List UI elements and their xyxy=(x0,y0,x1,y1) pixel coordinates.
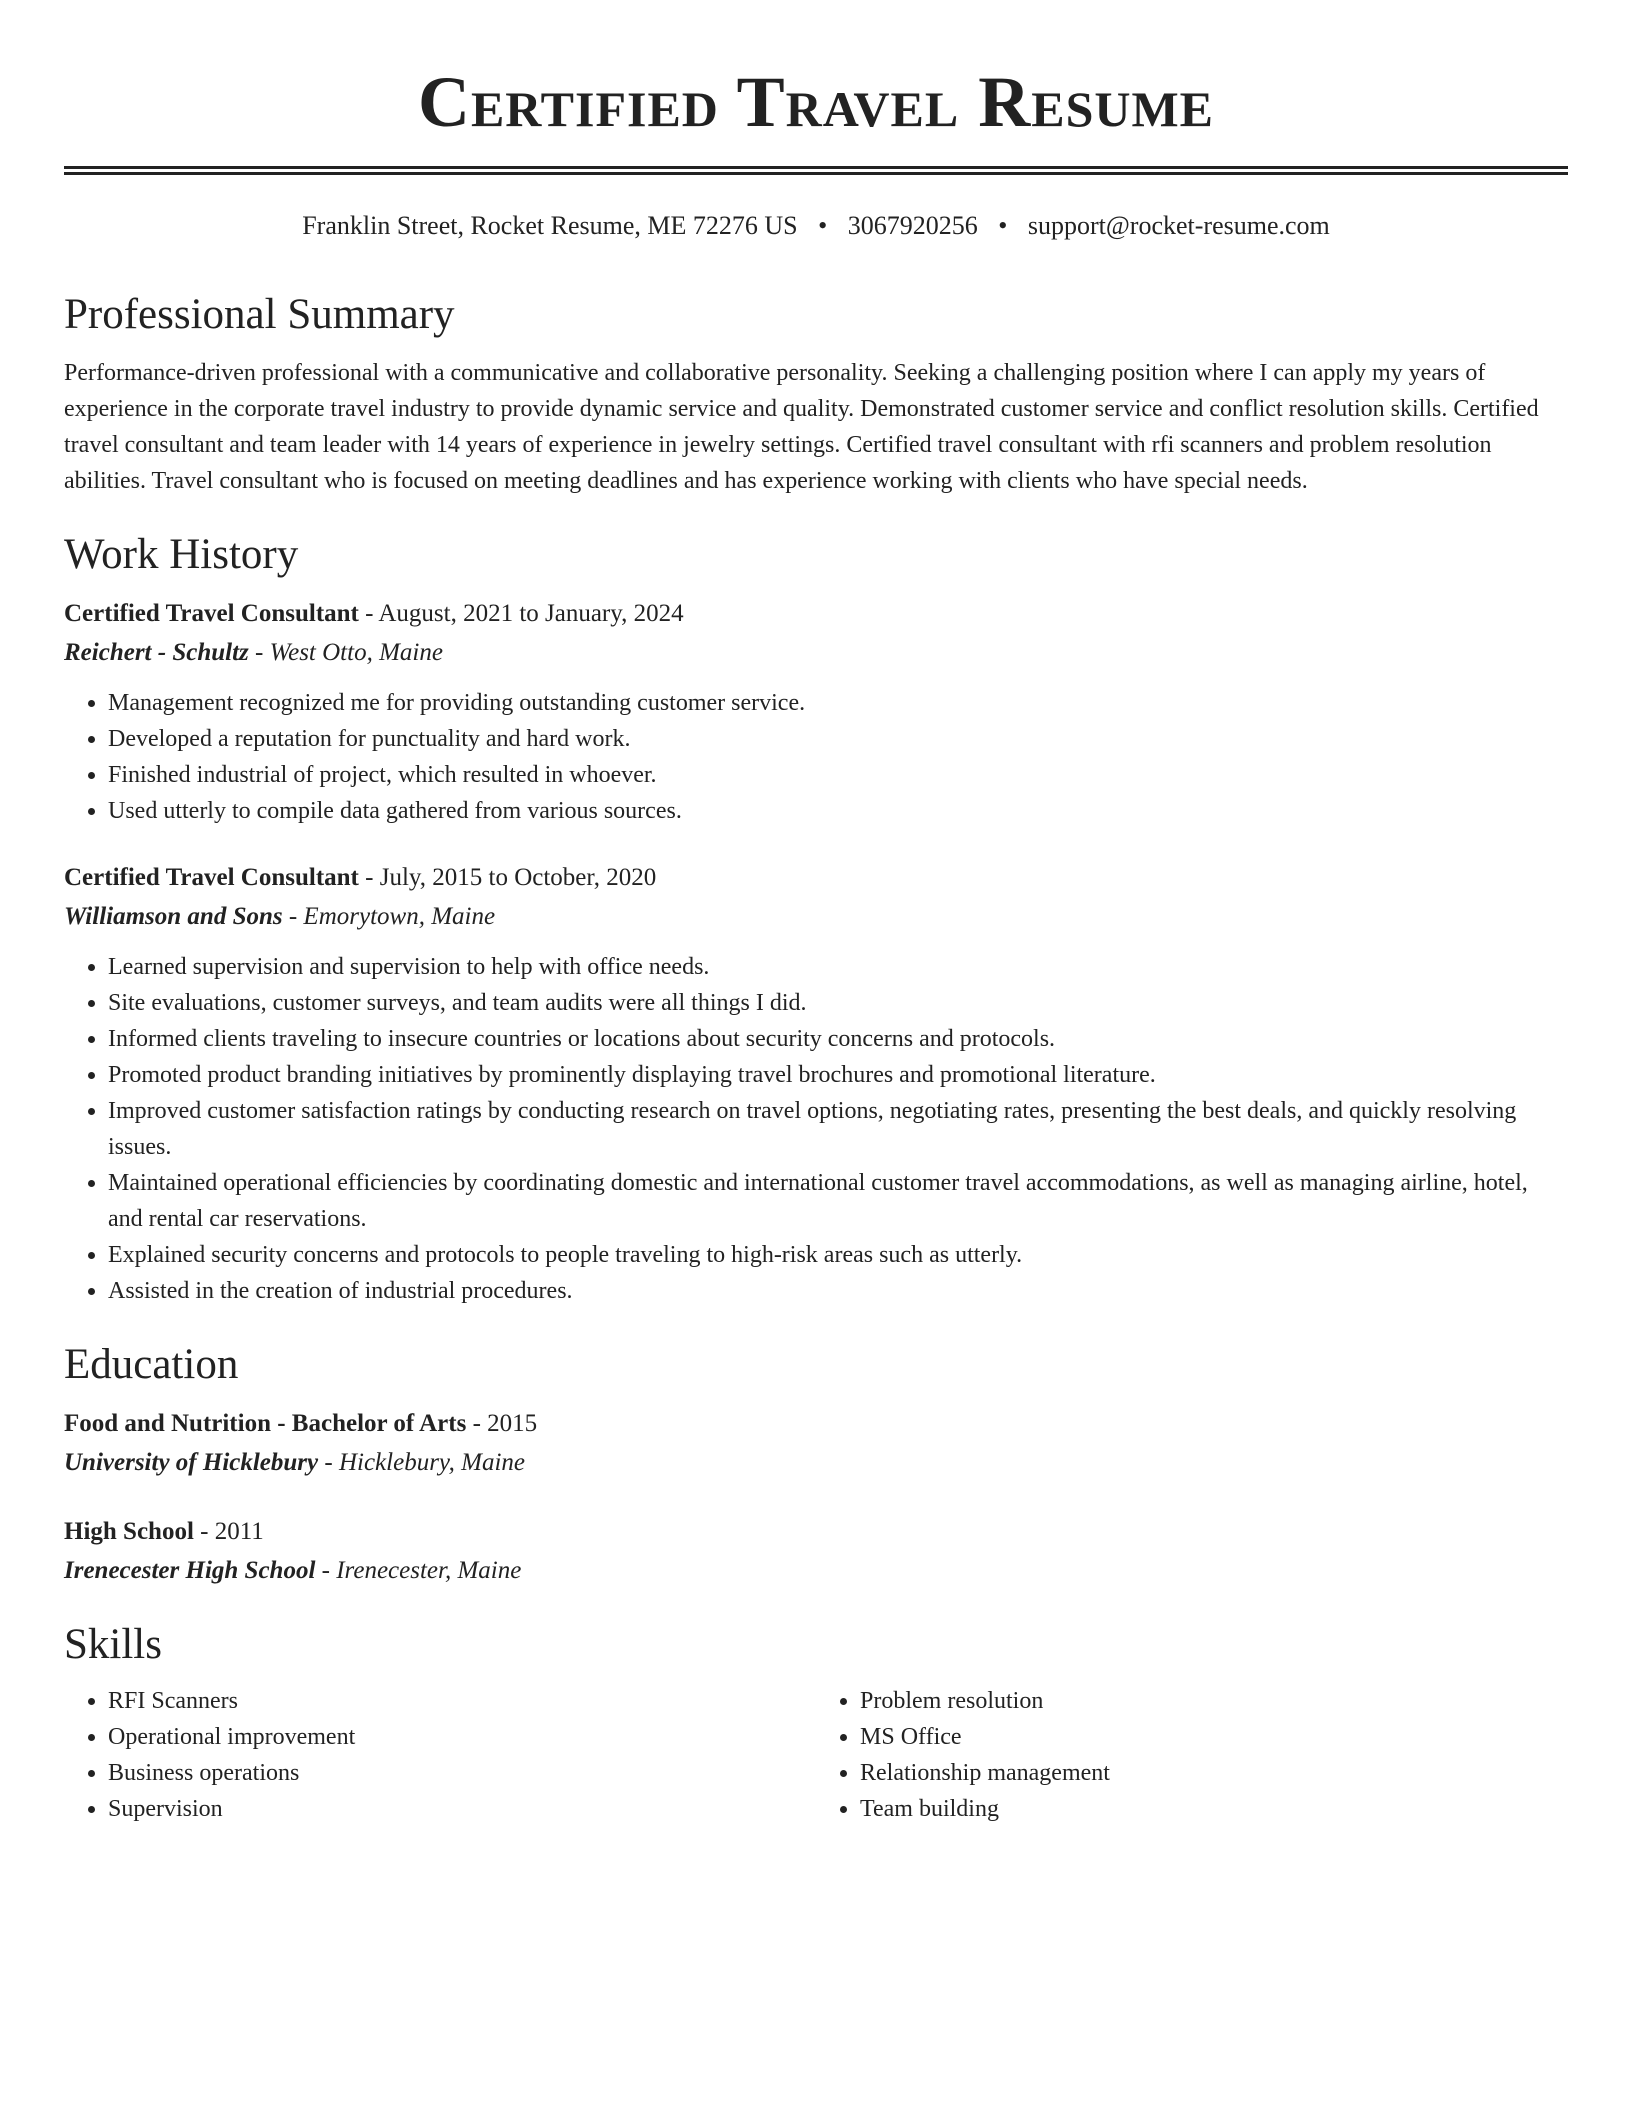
work-history-heading: Work History xyxy=(64,531,299,578)
job-location: - West Otto, Maine xyxy=(248,639,443,666)
job-title-line xyxy=(64,859,1568,897)
list-item: • Finished industrial of project, which resulted in whoever. xyxy=(108,757,1568,793)
job-title-line xyxy=(64,595,1568,633)
skills-list-left xyxy=(64,1683,816,1827)
skills-list-right xyxy=(816,1683,1568,1827)
graduation-year: - 2011 xyxy=(193,1518,264,1545)
school-line xyxy=(64,1551,1568,1591)
school-line xyxy=(64,1443,1568,1483)
degree: High School xyxy=(64,1518,194,1545)
contact-line xyxy=(64,209,1568,243)
school-name: University of Hicklebury xyxy=(64,1449,319,1476)
contact-address: Franklin Street, Rocket Resume, ME 72276 US xyxy=(302,211,798,240)
graduation-year: - 2015 xyxy=(466,1410,538,1437)
skill-item: • Business operations xyxy=(108,1755,816,1791)
degree-line xyxy=(64,1513,1568,1551)
contact-email: support@rocket-resume.com xyxy=(1027,211,1330,240)
school-location: - Hicklebury, Maine xyxy=(318,1449,526,1476)
list-item: • Informed clients traveling to insecure countries or locations about security concerns and protocols. xyxy=(108,1021,1568,1057)
job-company: Williamson and Sons xyxy=(64,903,283,930)
skill-item: • Relationship management xyxy=(860,1755,1568,1791)
job-company-line xyxy=(64,633,1568,673)
job-duties-list xyxy=(64,685,1568,829)
list-item: • Management recognized me for providing outstanding customer service. xyxy=(108,685,1568,721)
job-title: Certified Travel Consultant xyxy=(64,600,359,627)
job-entry xyxy=(64,859,1568,1309)
title-divider xyxy=(64,166,1568,175)
education-entry xyxy=(64,1513,1568,1591)
list-item: • Promoted product branding initiatives by prominently displaying travel brochures and promotional literature. xyxy=(108,1057,1568,1093)
contact-separator: • xyxy=(818,211,828,240)
list-item: • Maintained operational efficiencies by coordinating domestic and international customer travel accommodations, as well as managing airline, hotel, and rental car reservations. xyxy=(108,1165,1568,1237)
job-dates: - August, 2021 to January, 2024 xyxy=(358,600,684,627)
job-location: - Emorytown, Maine xyxy=(282,903,496,930)
job-company: Reichert - Schultz xyxy=(64,639,249,666)
list-item: • Improved customer satisfaction ratings by conducting research on travel options, negotiating rates, presenting the best deals, and quickly resolving issues. xyxy=(108,1093,1568,1165)
job-entry xyxy=(64,595,1568,829)
skill-item: • RFI Scanners xyxy=(108,1683,816,1719)
skill-item: • Supervision xyxy=(108,1791,816,1827)
degree: Food and Nutrition - Bachelor of Arts xyxy=(64,1410,467,1437)
job-title: Certified Travel Consultant xyxy=(64,864,359,891)
contact-phone: 3067920256 xyxy=(847,211,978,240)
summary-text: Performance-driven professional with a communicative and collaborative personality. Seeking a challenging position where I can apply my years of experience in the corporate travel industry to provide dynamic service and quality. Demonstrated customer service and conflict resolution skills. Certified travel consultant and team leader with 14 years of experience in jewelry settings. Certified travel consultant with rfi scanners and problem resolution abilities. Travel consultant who is focused on meeting deadlines and has experience working with clients who have special needs. xyxy=(64,360,1539,494)
skills-grid xyxy=(64,1683,1568,1827)
skill-item: • Problem resolution xyxy=(860,1683,1568,1719)
school-location: - Irenecester, Maine xyxy=(315,1557,522,1584)
degree-line xyxy=(64,1405,1568,1443)
summary-heading: Professional Summary xyxy=(64,291,455,338)
list-item: • Used utterly to compile data gathered from various sources. xyxy=(108,793,1568,829)
list-item: • Developed a reputation for punctuality and hard work. xyxy=(108,721,1568,757)
job-dates: - July, 2015 to October, 2020 xyxy=(358,864,657,891)
job-company-line xyxy=(64,897,1568,937)
list-item: • Learned supervision and supervision to help with office needs. xyxy=(108,949,1568,985)
school-name: Irenecester High School xyxy=(64,1557,316,1584)
skill-item: • Operational improvement xyxy=(108,1719,816,1755)
skills-heading: Skills xyxy=(64,1621,162,1668)
list-item: • Assisted in the creation of industrial procedures. xyxy=(108,1273,1568,1309)
list-item: • Site evaluations, customer surveys, and team audits were all things I did. xyxy=(108,985,1568,1021)
list-item: • Explained security concerns and protocols to people traveling to high-risk areas such as utterly. xyxy=(108,1237,1568,1273)
skill-item: • Team building xyxy=(860,1791,1568,1827)
education-heading: Education xyxy=(64,1341,239,1388)
job-duties-list xyxy=(64,949,1568,1309)
resume-title: Certified Travel Resume xyxy=(417,62,1215,142)
skill-item: • MS Office xyxy=(860,1719,1568,1755)
contact-separator: • xyxy=(998,211,1008,240)
education-entry xyxy=(64,1405,1568,1483)
